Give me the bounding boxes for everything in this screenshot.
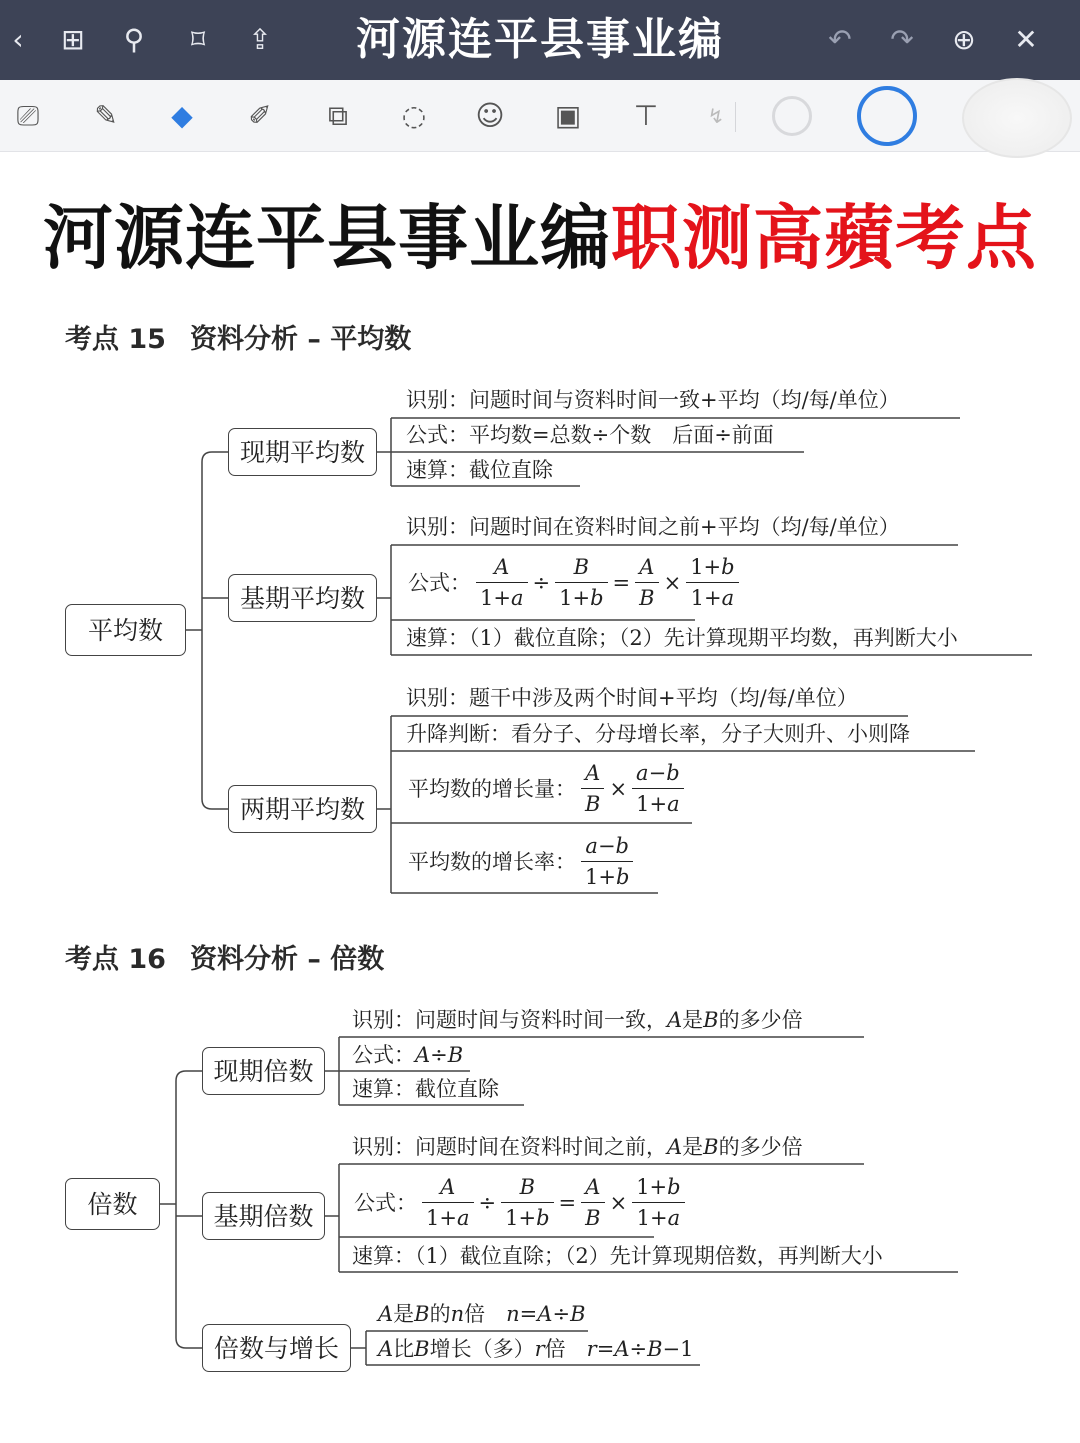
sidebar-icon[interactable]: ⎚ (16, 99, 40, 132)
search-icon[interactable]: ⚲ (123, 23, 145, 56)
node-base-average: 基期平均数 (228, 574, 377, 622)
leaf-current-formula: 公式：平均数=总数÷个数 后面÷前面 (406, 423, 774, 447)
laser-icon[interactable]: ↯ (707, 104, 725, 128)
leaf-two-identify: 识别：题干中涉及两个时间+平均（均/每/单位） (406, 686, 858, 710)
leaf-multiple-current-quick: 速算：截位直除 (352, 1077, 499, 1101)
banner-highlight: 职测高蘋考点 (611, 197, 1037, 279)
leaf-two-increase: 平均数的增长量： $\frac{A}{B}$ × $\frac{a-b}{1+a}$ (406, 762, 687, 816)
node-current-multiple: 现期倍数 (202, 1047, 325, 1095)
node-current-average: 现期平均数 (228, 428, 377, 476)
add-page-icon[interactable]: ⊕ (952, 23, 976, 56)
leaf-two-judge: 升降判断：看分子、分母增长率，分子大则升、小则降 (406, 722, 910, 746)
bookmark-icon[interactable]: ⌑ (190, 23, 206, 56)
image-icon[interactable]: ▣ (554, 99, 582, 132)
leaf-multiple-current-identify: 识别：问题时间与资料时间一致，A是B的多少倍 (352, 1008, 803, 1032)
leaf-current-identify: 识别：问题时间与资料时间一致+平均（均/每/单位） (406, 388, 900, 412)
node-multiple-growth: 倍数与增长 (202, 1324, 351, 1372)
highlighter-icon[interactable]: ✐ (248, 99, 272, 132)
close-icon[interactable]: ✕ (1014, 23, 1038, 56)
leaf-current-quick: 速算：截位直除 (406, 458, 553, 482)
leaf-multiple-current-formula: 公式：A÷B (352, 1043, 464, 1067)
leaf-base-quick: 速算：（1）截位直除；（2）先计算现期平均数，再判断大小 (406, 626, 958, 650)
section-15-heading: 考点 15 资料分析 – 平均数 (65, 324, 412, 355)
text-icon[interactable]: ⊤ (633, 99, 659, 132)
root-node-average: 平均数 (65, 604, 186, 656)
leaf-base-identify: 识别：问题时间在资料时间之前+平均（均/每/单位） (406, 515, 900, 539)
leaf-multiple-base-identify: 识别：问题时间在资料时间之前，A是B的多少倍 (352, 1135, 803, 1159)
eraser-icon[interactable]: ◆ (171, 99, 193, 132)
redo-icon[interactable]: ↷ (890, 23, 914, 56)
banner-title: 河源连平县事业编 (43, 197, 611, 279)
section-16-heading: 考点 16 资料分析 – 倍数 (65, 944, 385, 975)
sticker-icon[interactable]: ☺ (475, 99, 505, 132)
node-base-multiple: 基期倍数 (202, 1192, 325, 1240)
lasso-icon[interactable]: ◌ (401, 99, 427, 132)
document-title: 河源连平县事业编 (356, 14, 724, 65)
leaf-multiple-base-quick: 速算：（1）截位直除；（2）先计算现期倍数，再判断大小 (352, 1244, 883, 1268)
shapes-icon[interactable]: ⧉ (328, 99, 348, 132)
leaf-multiple-growth-2: A比B增长（多）r倍 r=A÷B−1 (378, 1337, 694, 1361)
grid-icon[interactable]: ⊞ (61, 23, 85, 56)
pen-icon[interactable]: ✎ (94, 99, 118, 132)
root-node-multiple: 倍数 (65, 1178, 160, 1230)
leaf-multiple-base-formula: 公式： $\frac{A}{1+a}$ ÷ $\frac{B}{1+b}$ = $\frac{A}{B}$ × $\frac{1+b}{1+a}$ (352, 1176, 688, 1230)
share-icon[interactable]: ⇪ (248, 23, 272, 56)
leaf-multiple-growth-1: A是B的n倍 n=A÷B (378, 1302, 586, 1326)
node-two-period-average: 两期平均数 (228, 785, 377, 833)
back-icon[interactable]: ‹ (12, 23, 24, 56)
leaf-two-rate: 平均数的增长率： $\frac{a-b}{1+b}$ (406, 835, 636, 889)
undo-icon[interactable]: ↶ (828, 23, 852, 56)
leaf-base-formula: 公式： $\frac{A}{1+a}$ ÷ $\frac{B}{1+b}$ = $\frac{A}{B}$ × $\frac{1+b}{1+a}$ (406, 556, 742, 610)
